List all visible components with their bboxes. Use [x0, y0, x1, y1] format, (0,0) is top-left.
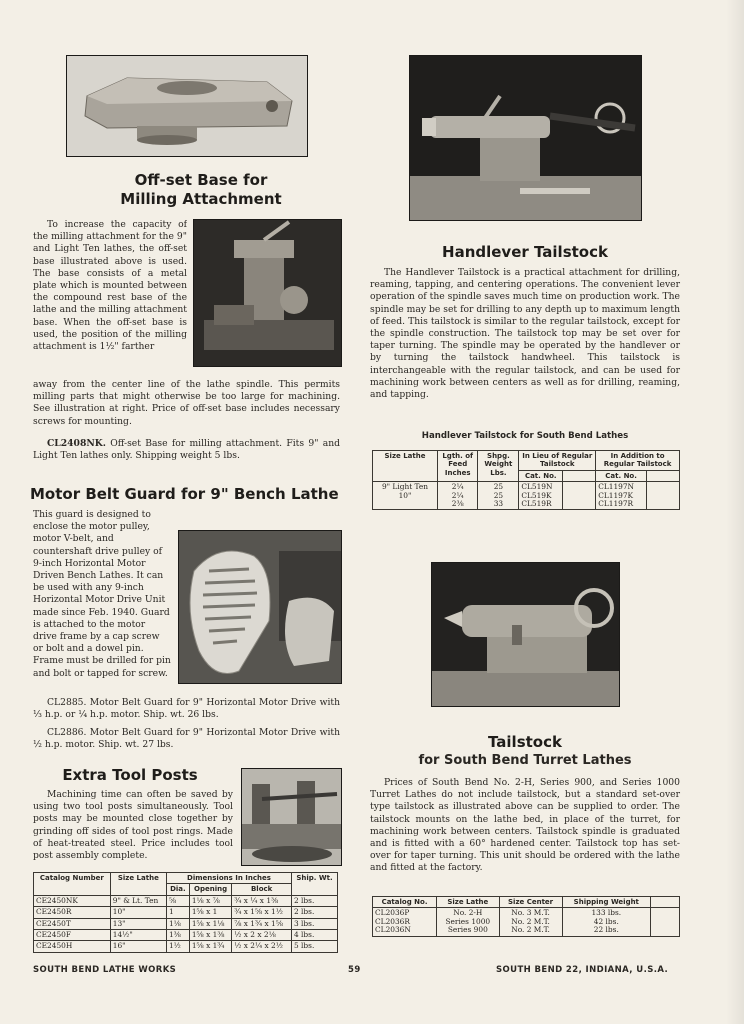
tool-posts-photo: [241, 768, 342, 866]
handlever-title: Handlever Tailstock: [442, 243, 608, 261]
col-shipping-weight: Shipping Weight: [562, 897, 650, 908]
page-number: 59: [348, 965, 361, 975]
belt-guard-item-1: CL2885. Motor Belt Guard for 9" Horizontal Motor Drive with ⅓ h.p. or ¼ h.p. motor. Ship. wt. 26 lbs.: [33, 697, 340, 721]
table-row: CE2450R 10" 1 1⅝ x 1 ¾ x 1⅝ x 1½ 2 lbs.: [34, 907, 338, 918]
col-in-lieu: In Lieu of Regular Tailstock: [519, 451, 596, 471]
tool-posts-description: Machining time can often be saved by using two tool posts simultaneously. Tool posts may be mounted close together by grinding off sides of tool post rings. Made of heat-treated steel. Price includes tool post assembly complete.: [33, 789, 233, 862]
col-lieu-cat: Cat. No.: [519, 470, 563, 481]
table-row: CE2450T 13" 1⅛ 1⅝ x 1⅛ ⅞ x 1¾ x 1⅝ 3 lbs.: [34, 918, 338, 929]
offset-base-title: Off-set Base for Milling Attachment: [120, 171, 282, 208]
col-add-cat: Cat. No.: [596, 470, 647, 481]
col-feed: Lgth. of Feed Inches: [438, 451, 478, 482]
offset-base-catalog: CL2408NK. Off-set Base for milling attachment. Fits 9" and Light Ten lathes only. Shipping weight 5 lbs.: [33, 438, 341, 462]
offset-base-photo: [66, 55, 308, 157]
handlever-table: [372, 450, 680, 510]
col-size-lathe: Size Lathe: [110, 873, 166, 896]
table-row: CE2450NK 9" & Lt. Ten ⅝ 1⅛ x ⅞ ¾ x ¼ x 1⅜ 2 lbs.: [34, 895, 338, 906]
col-dimensions: Dimensions In Inches: [166, 873, 291, 884]
turret-tailstock-subtitle: for South Bend Turret Lathes: [418, 753, 632, 768]
handlever-tailstock-photo: [409, 55, 642, 221]
tool-posts-title: Extra Tool Posts: [62, 766, 198, 784]
tool-posts-table: [33, 872, 338, 953]
turret-tailstock-table: [372, 896, 680, 937]
col-in-addition: In Addition to Regular Tailstock: [596, 451, 680, 471]
offset-base-description: To increase the capacity of the milling attachment for the 9" and Light Ten lathes, the off-set base illustrated above is used. The base consists of a metal plate which is mounted between the compound rest base of the lathe and the milling attachment base. When the off-set base is used, the position of the milling attachment is 1½" farther: [33, 219, 187, 353]
footer-company: SOUTH BEND LATHE WORKS: [33, 965, 177, 975]
col-block: Block: [232, 884, 292, 895]
col-size-lathe: Size Lathe: [437, 897, 499, 908]
belt-guard-item-2: CL2886. Motor Belt Guard for 9" Horizontal Motor Drive with ½ h.p. motor. Ship. wt. 27 lbs.: [33, 727, 340, 751]
col-opening: Opening: [189, 884, 231, 895]
belt-guard-title: Motor Belt Guard for 9" Bench Lathe: [30, 485, 339, 503]
page-edge-shadow: [726, 0, 744, 1024]
handlever-table-caption: Handlever Tailstock for South Bend Lathes: [421, 431, 629, 441]
offset-base-description-cont: away from the center line of the lathe spindle. This permits milling parts that might otherwise be too large for machining. See illustration at right. Price of off-set base includes necessary screws for mounting.: [33, 379, 340, 427]
col-size-lathe: Size Lathe: [373, 451, 438, 482]
turret-tailstock-title: Tailstock: [488, 733, 562, 751]
col-dia: Dia.: [166, 884, 189, 895]
handlever-description: The Handlever Tailstock is a practical attachment for drilling, reaming, tapping, and centering operations. The convenient lever operation of the spindle saves much time on production work. The spindle may be set for drilling to any depth up to maximum length of feed. This tailstock is similar to the regular tailstock, except for the spindle construction. The tailstock top may be set over for taper turning. The spindle may be operated by the handlever or by turning the tailstock handwheel. This tailstock is interchangeable with the regular tailstock, and can be used for machining work between centers as well as for drilling, reaming, and tapping.: [370, 267, 680, 401]
table-row: CL2036P CL2036R CL2036N No. 2-H Series 1000 Series 900 No. 3 M.T. No. 2 M.T. No. 2 M.T. 133 lbs. 42 lbs. 22 lbs.: [373, 908, 680, 936]
col-ship-wt: Ship. Wt.: [292, 873, 338, 896]
turret-tailstock-description: Prices of South Bend No. 2-H, Series 900, and Series 1000 Turret Lathes do not include tailstock, but a standard set-over type tailstock as illustrated above can be supplied to order. The tailstock mounts on the lathe bed, in place of the turret, for machining work between centers. Tailstock spindle is graduated and is fitted with a 60° hardened center. Tailstock top has set-over for taper turning. This unit should be ordered with the lathe and fitted at the factory.: [370, 777, 680, 874]
table-row: 9" Light Ten 10" 2¼ 2¼ 2⅜ 25 25 33 CL519N CL519K CL519R CL1197N CL1197K CL1197R: [373, 482, 680, 510]
belt-guard-photo: [178, 530, 342, 684]
table-row: CE2450H 16" 1½ 1⅝ x 1¾ ½ x 2¼ x 2½ 5 lbs.: [34, 941, 338, 952]
col-catalog-no: Catalog No.: [373, 897, 437, 908]
table-row: CE2450F 14½" 1⅜ 1⅝ x 1⅜ ½ x 2 x 2⅛ 4 lbs.: [34, 930, 338, 941]
milling-attachment-photo: [193, 219, 342, 367]
col-size-center: Size Center: [499, 897, 562, 908]
col-catalog-number: Catalog Number: [34, 873, 111, 896]
belt-guard-description: This guard is designed to enclose the motor pulley, motor V-belt, and countershaft drive pulley of 9-inch Horizontal Motor Driven Bench Lathes. It can be used with any 9-inch Horizontal Motor Drive Unit made since Feb. 1940. Guard is attached to the motor drive frame by a cap screw or bolt and a dowel pin. Frame must be drilled for pin and bolt or tapped for screw.: [33, 509, 171, 679]
col-ship-weight: Shpg. Weight Lbs.: [478, 451, 519, 482]
turret-tailstock-photo: [431, 562, 620, 707]
footer-address: SOUTH BEND 22, INDIANA, U.S.A.: [496, 965, 669, 975]
